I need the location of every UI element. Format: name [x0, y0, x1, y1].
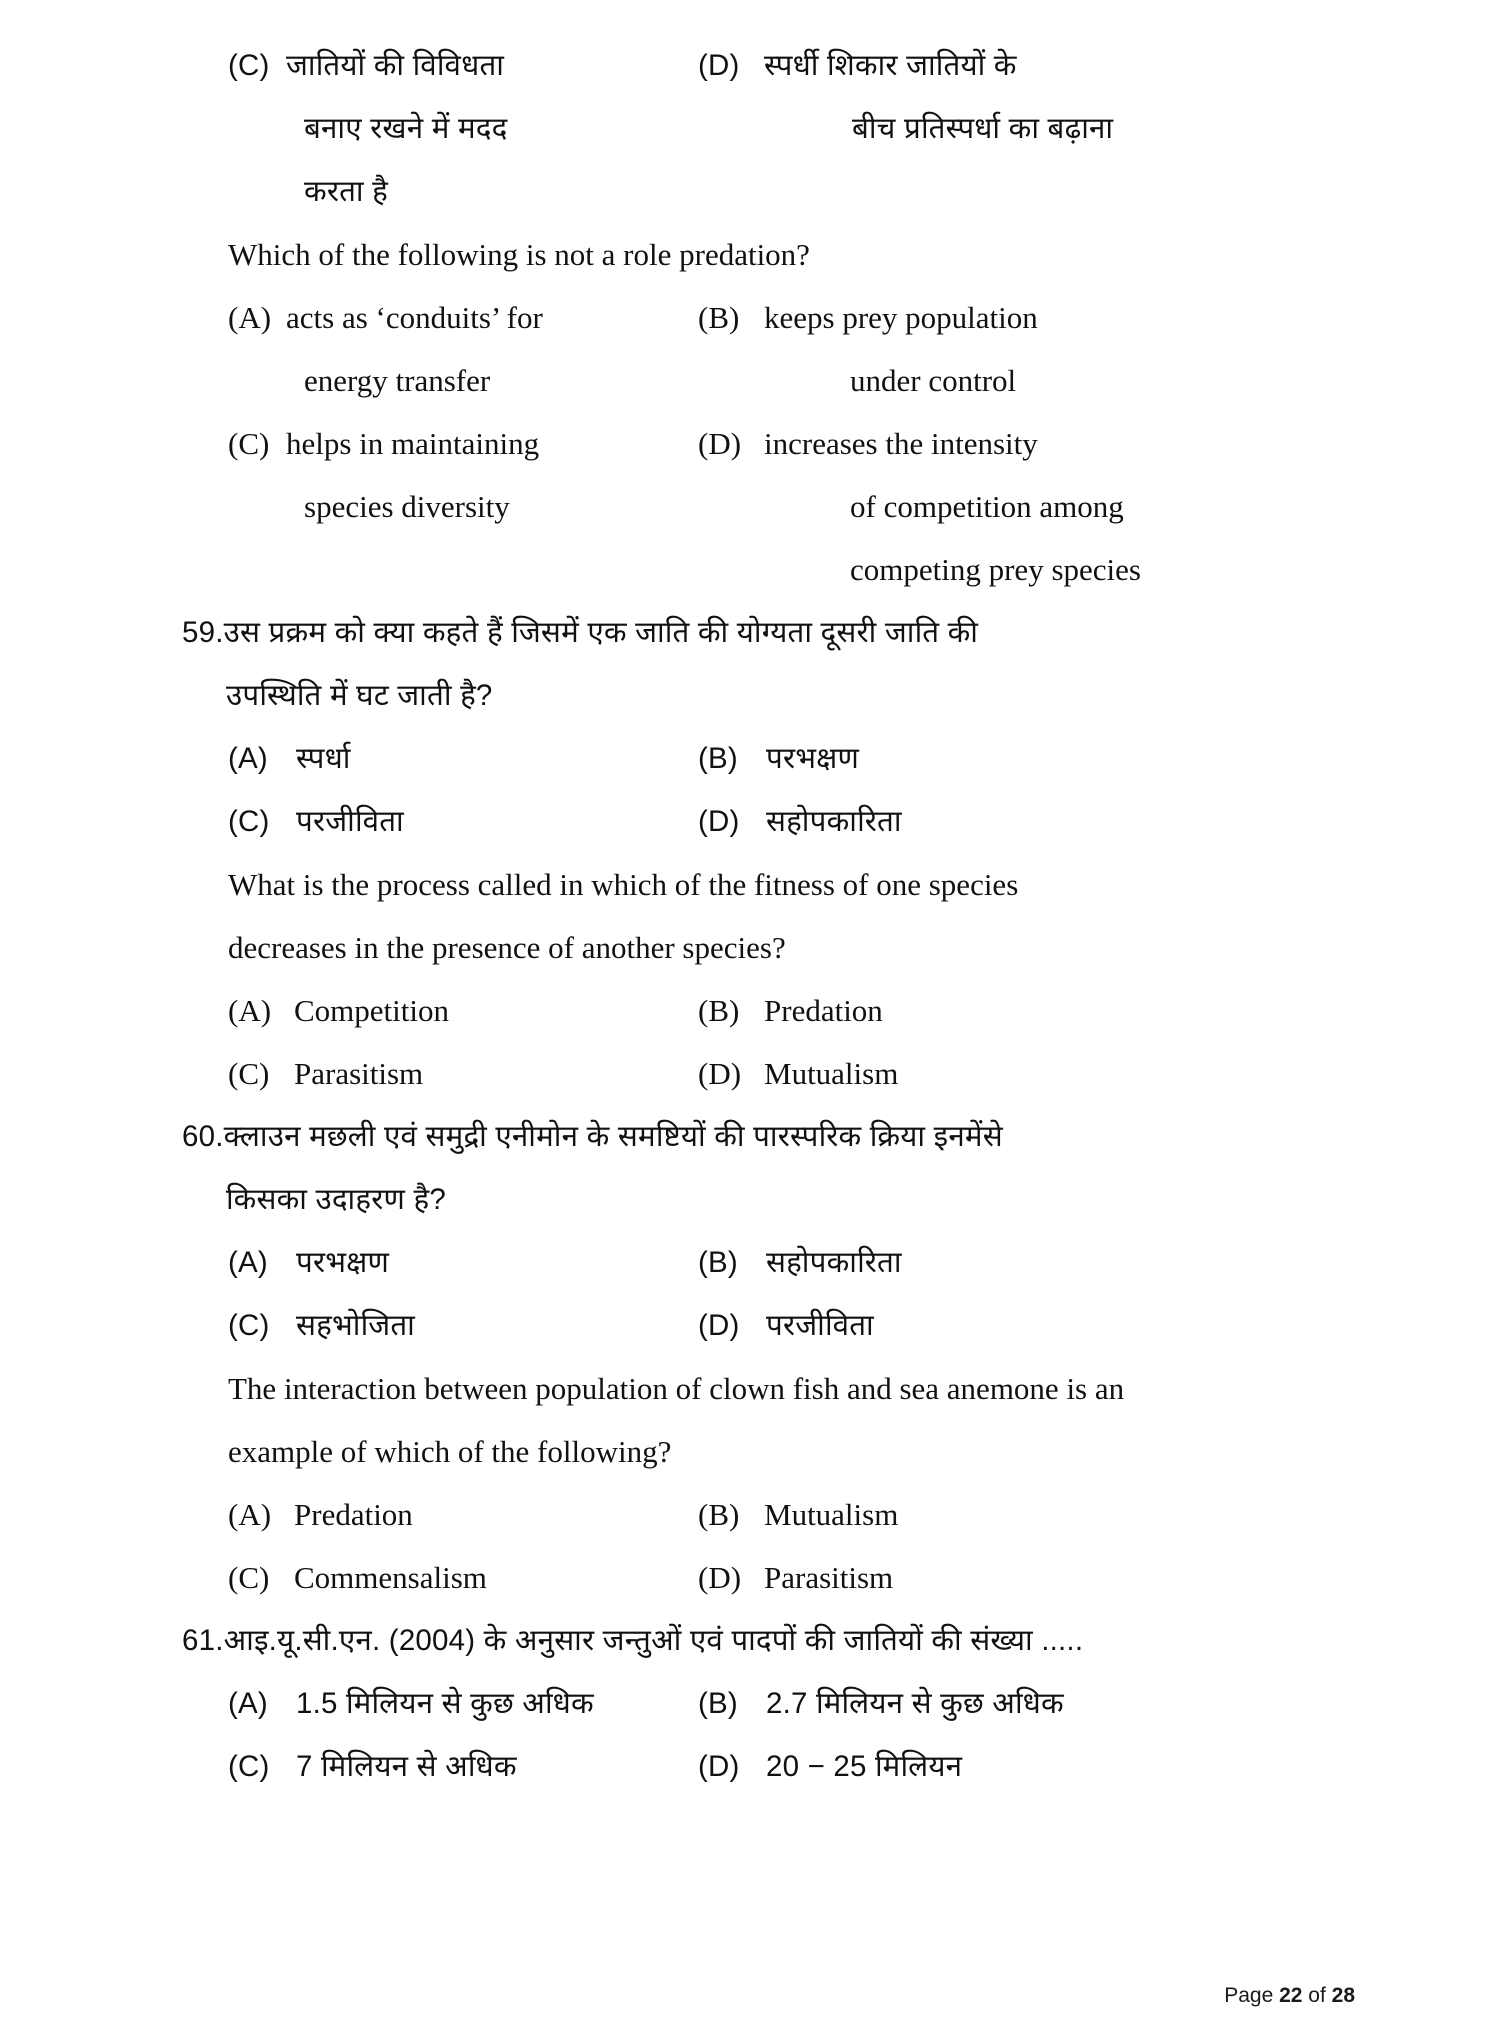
q59-option-a[interactable]	[228, 727, 698, 790]
option-cd-continuation-2	[228, 160, 1355, 223]
option-d-en-text-line3: competing prey species	[850, 552, 1141, 587]
q60-option-c-text: सहभोजिता	[296, 1309, 415, 1342]
q59-en-option-d[interactable]	[698, 1042, 1355, 1105]
q61-hindi-stem-line1: आइ.यू.सी.एन. (2004) के अनुसार जन्तुओं एवं पादपों की जातियों की संख्या .....	[223, 1624, 1084, 1657]
q61-option-b[interactable]	[698, 1672, 1355, 1735]
q61-option-a-label: (A)	[228, 1687, 268, 1720]
option-a-text-line2: energy transfer	[304, 363, 491, 398]
q60-option-a[interactable]	[228, 1231, 698, 1294]
q61-option-c-text: 7 मिलियन से अधिक	[296, 1750, 517, 1783]
q60-en-option-c[interactable]	[228, 1546, 698, 1609]
option-c-text: जातियों की विविधता	[286, 49, 505, 82]
q60-en-option-a-label: (A)	[228, 1497, 272, 1532]
option-d-label: (D)	[698, 49, 740, 82]
option-b-text-line2: under control	[850, 363, 1017, 398]
q59-option-d[interactable]	[698, 790, 1355, 853]
q59-hindi-stem-line2: उपस्थिति में घट जाती है?	[226, 679, 493, 712]
option-c-en-text-line2: species diversity	[304, 489, 510, 524]
option-a[interactable]	[228, 286, 698, 349]
option-b[interactable]	[698, 286, 1355, 349]
option-d-text: स्पर्धी शिकार जातियों के	[764, 49, 1017, 82]
q59-en-option-c-text: Parasitism	[294, 1056, 424, 1091]
q59-en-option-d-text: Mutualism	[764, 1056, 899, 1091]
option-c-label: (C)	[228, 49, 270, 82]
option-d-en-text-line2: of competition among	[850, 489, 1124, 524]
q60-number: 60.	[182, 1120, 224, 1153]
option-cd-en-continuation-1	[228, 475, 1355, 538]
page-footer	[1224, 1984, 1355, 2008]
q60-en-option-row-cd	[228, 1546, 1355, 1609]
q59-option-c-text: परजीविता	[296, 805, 404, 838]
q60-en-option-b-label: (B)	[698, 1497, 740, 1532]
q59-option-b[interactable]	[698, 727, 1355, 790]
q60-option-b-text: सहोपकारिता	[766, 1246, 902, 1279]
q60-en-option-d-text: Parasitism	[764, 1560, 894, 1595]
option-a-label: (A)	[228, 300, 272, 335]
q61-option-d-text: 20 − 25 मिलियन	[766, 1750, 963, 1783]
q59-en-option-row-ab	[228, 979, 1355, 1042]
q61-option-a[interactable]	[228, 1672, 698, 1735]
footer-of-label: of	[1302, 1984, 1332, 2007]
q59-english-options	[228, 979, 1355, 1105]
q60-english-stem-line1: The interaction between population of clown fish and sea anemone is an	[228, 1371, 1125, 1406]
q60-english-options	[228, 1483, 1355, 1609]
option-ab-continuation	[228, 349, 1355, 412]
option-c[interactable]	[228, 34, 698, 97]
q60-option-a-text: परभक्षण	[296, 1246, 390, 1279]
q60-en-option-c-text: Commensalism	[294, 1560, 487, 1595]
q59-option-a-text: स्पर्धा	[296, 742, 351, 775]
option-row-cd	[228, 34, 1355, 97]
q58-english-options	[228, 286, 1355, 601]
q60-option-a-label: (A)	[228, 1246, 268, 1279]
option-d[interactable]	[698, 34, 1355, 97]
q59-stem-row	[182, 601, 1355, 664]
option-c-en-text-line3	[228, 538, 774, 601]
q58-english-stem: Which of the following is not a role predation?	[228, 237, 810, 272]
q61-option-c[interactable]	[228, 1735, 698, 1798]
option-c-text-line2: बनाए रखने में मदद	[304, 112, 508, 145]
option-cd-continuation-1	[228, 97, 1355, 160]
q61-option-d[interactable]	[698, 1735, 1355, 1798]
q60-stem-row	[182, 1105, 1355, 1168]
q59-hindi-options	[228, 727, 1355, 853]
q59-english-stem-line1: What is the process called in which of the fitness of one species	[228, 867, 1019, 902]
footer-total-pages: 28	[1331, 1984, 1355, 2007]
option-b-label: (B)	[698, 300, 740, 335]
q59-en-option-c-label: (C)	[228, 1056, 270, 1091]
q60-en-option-d[interactable]	[698, 1546, 1355, 1609]
q60-option-d-label: (D)	[698, 1309, 740, 1342]
q59-option-b-text: परभक्षण	[766, 742, 860, 775]
option-b-text: keeps prey population	[764, 300, 1038, 335]
q60-en-option-b[interactable]	[698, 1483, 1355, 1546]
q60-hindi-stem-line1: क्लाउन मछली एवं समुद्री एनीमोन के समष्टियों की पारस्परिक क्रिया इनमेंसे	[223, 1120, 1003, 1153]
q61-stem-row	[182, 1609, 1355, 1672]
q61-option-c-label: (C)	[228, 1750, 270, 1783]
q60-option-row-ab	[228, 1231, 1355, 1294]
q60-hindi-options	[228, 1231, 1355, 1357]
q59-en-option-a[interactable]	[228, 979, 698, 1042]
q60-en-option-d-label: (D)	[698, 1560, 742, 1595]
q59-number: 59.	[182, 616, 224, 649]
option-row-cd-en	[228, 412, 1355, 475]
q58-hindi-options	[228, 34, 1355, 223]
q61-number: 61.	[182, 1624, 224, 1657]
q60-option-c-label: (C)	[228, 1309, 270, 1342]
q59-en-option-row-cd	[228, 1042, 1355, 1105]
option-d-en[interactable]	[698, 412, 1355, 475]
q59-option-d-label: (D)	[698, 805, 740, 838]
q60-option-b[interactable]	[698, 1231, 1355, 1294]
q61-option-row-cd	[228, 1735, 1355, 1798]
q60-hindi-stem-line2: किसका उदाहरण है?	[226, 1183, 446, 1216]
q59-option-c-label: (C)	[228, 805, 270, 838]
option-c-text-line3: करता है	[304, 175, 389, 208]
q61-hindi-options	[228, 1672, 1355, 1798]
q59-english-stem-line2: decreases in the presence of another species?	[228, 930, 786, 965]
q59-en-option-a-text: Competition	[294, 993, 449, 1028]
option-cd-en-continuation-2	[228, 538, 1355, 601]
q59-option-row-cd	[228, 790, 1355, 853]
q60-option-d[interactable]	[698, 1294, 1355, 1357]
q61-option-d-label: (D)	[698, 1750, 740, 1783]
footer-current-page: 22	[1279, 1984, 1303, 2007]
q59-en-option-b-label: (B)	[698, 993, 740, 1028]
q60-option-row-cd	[228, 1294, 1355, 1357]
option-c-en-label: (C)	[228, 426, 270, 461]
q60-en-option-row-ab	[228, 1483, 1355, 1546]
q61-option-b-text: 2.7 मिलियन से कुछ अधिक	[766, 1687, 1064, 1720]
q59-hindi-stem-line1: उस प्रक्रम को क्या कहते हैं जिसमें एक जाति की योग्यता दूसरी जाति की	[223, 616, 979, 649]
option-a-text: acts as ‘conduits’ for	[286, 300, 543, 335]
option-d-text-line2: बीच प्रतिस्पर्धा का बढ़ाना	[852, 112, 1114, 145]
q59-en-option-b[interactable]	[698, 979, 1355, 1042]
option-c-en[interactable]	[228, 412, 698, 475]
q59-option-row-ab	[228, 727, 1355, 790]
q59-option-d-text: सहोपकारिता	[766, 805, 902, 838]
q59-option-a-label: (A)	[228, 742, 268, 775]
q59-en-option-b-text: Predation	[764, 993, 883, 1028]
q60-en-option-a-text: Predation	[294, 1497, 413, 1532]
q59-en-option-c[interactable]	[228, 1042, 698, 1105]
q61-option-row-ab	[228, 1672, 1355, 1735]
option-d-en-text: increases the intensity	[764, 426, 1038, 461]
q60-option-b-label: (B)	[698, 1246, 738, 1279]
option-row-ab	[228, 286, 1355, 349]
q60-en-option-a[interactable]	[228, 1483, 698, 1546]
q59-option-b-label: (B)	[698, 742, 738, 775]
option-d-en-label: (D)	[698, 426, 742, 461]
q60-en-option-b-text: Mutualism	[764, 1497, 899, 1532]
q61-option-a-text: 1.5 मिलियन से कुछ अधिक	[296, 1687, 594, 1720]
q60-en-option-c-label: (C)	[228, 1560, 270, 1595]
footer-page-label: Page	[1224, 1984, 1280, 2007]
option-c-en-text: helps in maintaining	[286, 426, 540, 461]
option-d-text-line3	[774, 160, 1355, 223]
q60-english-stem-line2: example of which of the following?	[228, 1434, 672, 1469]
q59-option-c[interactable]	[228, 790, 698, 853]
q59-en-option-a-label: (A)	[228, 993, 272, 1028]
q61-option-b-label: (B)	[698, 1687, 738, 1720]
q60-option-c[interactable]	[228, 1294, 698, 1357]
q60-option-d-text: परजीविता	[766, 1309, 874, 1342]
q59-en-option-d-label: (D)	[698, 1056, 742, 1091]
